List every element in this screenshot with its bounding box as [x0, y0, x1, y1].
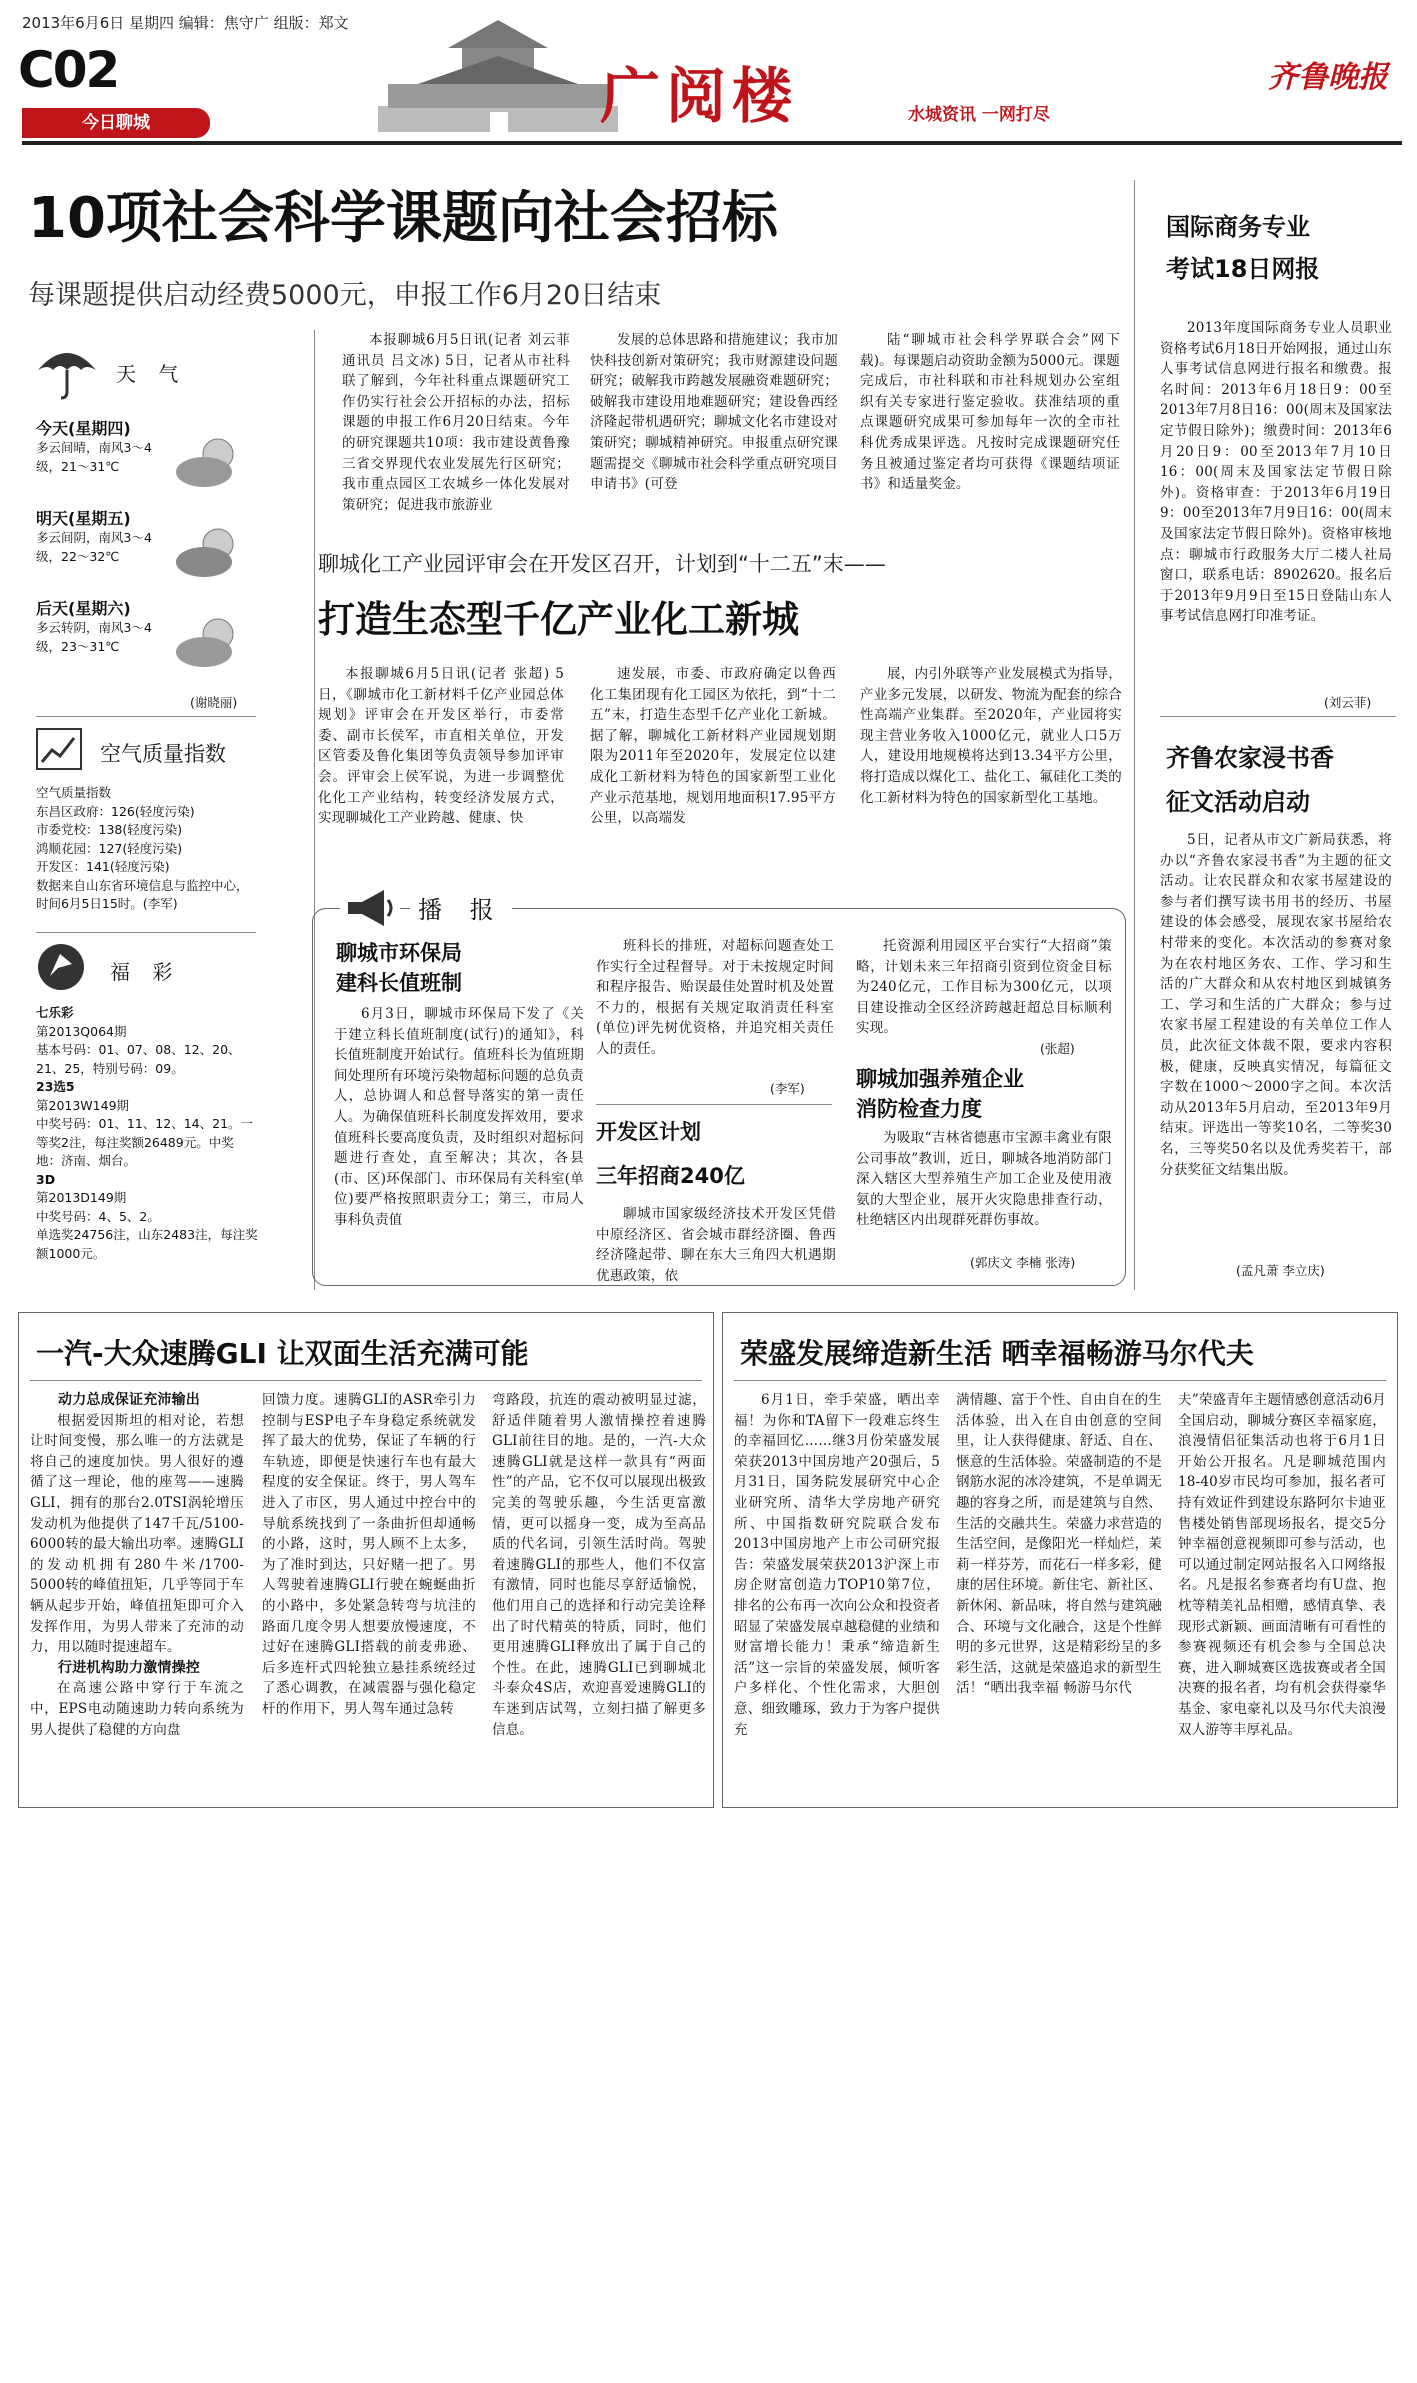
weather-credit: (谢晓丽) — [190, 695, 238, 710]
rule — [1160, 716, 1396, 717]
brief-2-credit: (张超) — [1040, 1041, 1075, 1056]
brief-3-body: 为吸取“吉林省德惠市宝源丰禽业有限公司事故”教训，近日，聊城各地消防部门深入辖区大型养殖生产加工企业及使用液氨的大型企业，展开火灾隐患排查行动，杜绝辖区内出现群死群伤事故。 — [856, 1130, 1112, 1229]
brand-logo: 齐鲁晚报 — [1268, 60, 1388, 95]
brief-2-continued: 托资源利用园区平台实行“大招商”策略，计划未来三年招商引资到位资金目标为240亿元，工作目标为300亿元，以项目建设推动全区经济跨越赶超总目标顺利实现。 — [856, 938, 1112, 1037]
lead-col-2: 发展的总体思路和措施建议；我市加快科技创新对策研究；我市财源建设问题研究；破解我市跨越发展融资难题研究；破解我市建设用地难题研究；建设鲁西经济隆起带机遇研究；聊城文化名市建设对策研究；聊城精神研究。申报重点研究课题需提交《聊城市社会科学重点研究项目申请书》(可登 — [590, 332, 838, 493]
chem-col-1: 本报聊城6月5日讯(记者 张超) 5日，《聊城市化工新材料千亿产业园总体规划》评审会在开发区举行，市委常委、副市长侯军，市直相关单位，开发区管委及鲁化集团等负责领导参加评审会。评审会上侯军说，为进一步调整优化化工产业结构，转变经济发展方式，实现聊城化工产业跨越、健康、快 — [318, 666, 564, 827]
partly-cloudy-icon — [170, 522, 250, 582]
weather-label: 天 气 — [116, 362, 187, 386]
date-line: 2013年6月6日 星期四 编辑：焦守广 组版：郑文 — [22, 14, 349, 32]
lead-title: 10项社会科学课题向社会招标 — [28, 186, 778, 251]
weather-day-name: 明天(星期五) — [36, 509, 131, 528]
weather-day-desc: 多云转阴，南风3～4级，23～31℃ — [36, 620, 152, 654]
weather-day-name: 今天(星期四) — [36, 419, 131, 438]
column-name: 广阅楼 — [600, 62, 798, 132]
megaphone-icon — [340, 884, 400, 932]
air-quality-icon — [36, 728, 82, 770]
lead-subtitle: 每课题提供启动经费5000元，申报工作6月20日结束 — [28, 280, 662, 311]
exam-body: 2013年度国际商务专业人员职业资格考试6月18日开始网报，通过山东人事考试信息网进行报名和缴费。报名时间：2013年6月18日9：00至2013年7月8日16：00(周末及国家法定节假日除外)；缴费时间：2013年6月20日9：00至2013年7月10日16：00(周末及国家法定节假日除外)。资格审查：于2013年6月19日9：00至2013年7月9日16：00(周末及国家法定节假日除外)。资格审核地点：聊城市行政服务大厅二楼人社局窗口，联系电话：8902620。报名后于2013年9月9日至15日登陆山东人事考试信息网打印准考证。 — [1160, 320, 1392, 625]
chem-col-2: 速发展，市委、市政府确定以鲁西化工集团现有化工园区为依托，到“十二五”末，打造生态型千亿产业化工新城。据了解，聊城化工新材料产业园规划期限为2011年至2020年，发展定位以建成化工新材料为特色的国家新型工业化产业示范基地，规划用地面积17.95平方公里，以高端发 — [590, 666, 836, 827]
ad-sagitar-col-2: 回馈力度。速腾GLI的ASR牵引力控制与ESP电子车身稳定系统就发挥了最大的优势，保证了车辆的行车轨迹，即便是快速行车也有最大程度的安全保证。终于，男人驾车进入了市区，男人通过中控台中的导航系统找到了一条曲折但却通畅的小路，这时，男人顾不上太多，为了准时到达，只好赌一把了。男人驾驶着速腾GLI行驶在蜿蜒曲折的小路中，多处紧急转弯与坑洼的路面几度令男人想要放慢速度，不过好在速腾GLI搭载的前麦弗逊、后多连杆式四轮独立悬挂系统经过了悉心调教，在减震器与强化稳定杆的作用下，男人驾车通过急转 — [262, 1392, 476, 1717]
brief-1-title: 聊城市环保局 建科长值班制 — [336, 941, 462, 995]
column-divider — [1134, 180, 1135, 1290]
chem-kicker: 聊城化工产业园评审会在开发区召开，计划到“十二五”末—— — [318, 552, 886, 576]
chem-col-3: 展，内引外联等产业发展模式为指导，产业多元发展，以研发、物流为配套的综合性高端产业集群。至2020年，产业园将实现主营业务收入1000亿元，就业人口5万人，建设用地规模将达到13.34平方公里，将打造成以煤化工、盐化工、氟硅化工类的化工新材料为特色的国家新型化工基地。 — [860, 666, 1122, 806]
essay-body: 5日，记者从市文广新局获悉，将办以“齐鲁农家浸书香”为主题的征文活动。让农民群众和农家书屋建设的参与者们撰写读书用书的经历、书屋建设的体会感受，展现农家书屋给农村带来的变化。本次活动的参赛对象为在农村地区务农、工作、学习和生活的广大群众和从农村地区到城镇务工、学习和生活的广大群众；参与过农家书屋工程建设的有关单位工作人员，此次征文体裁不限，要求内容积极，健康，反映真实情况，每篇征文字数在1000～2000字之间。本次活动从2013年5月启动，至2013年9月结束。评选出一等奖10名，二等奖30名，三等奖50名以及优秀奖若干，部分获奖征文结集出版。 — [1160, 832, 1392, 1178]
exam-title: 国际商务专业 考试18日网报 — [1166, 213, 1320, 283]
weather-day-desc: 多云间晴，南风3～4级，21～31℃ — [36, 440, 152, 474]
lead-col-1: 本报聊城6月5日讯(记者 刘云菲 通讯员 吕文冰) 5日，记者从市社科联了解到，今年社科重点课题研究工作仍实行社会公开招标的办法，招标课题的申报工作6月20日结束。今年的研究课题共10项：我市建设黄鲁豫三省交界现代农业发展先行区研究；我市重点园区工农城乡一体化发展对策研究；促进我市旅游业 — [342, 332, 570, 513]
air-quality-label: 空气质量指数 — [100, 742, 226, 766]
brief-2-title: 开发区计划 三年招商240亿 — [596, 1120, 745, 1188]
lottery-list: 七乐彩 第2013Q064期 基本号码：01、07、08、12、20、21、25，特别号码：09。 23选5 第2013W149期 中奖号码：01、11、12、14、21。一等奖2注，每注奖额26489元。中奖地：济南、烟台。 3D 第2013D149期 中奖号码：4、5、2。 单选奖24756注，山东2483注，每注奖额1000元。 — [36, 1005, 258, 1261]
welfare-lottery-icon — [36, 942, 86, 992]
section-tag: 今日聊城 — [22, 108, 210, 138]
essay-title: 齐鲁农家浸书香 征文活动启动 — [1166, 744, 1334, 816]
brief-1-continued: 班科长的排班，对超标问题查处工作实行全过程督导。对于未按规定时间和程序报告、贻误最佳处置时机及处置不力的，根据有关规定取消责任科室(单位)评先树优资格，并追究相关责任人的责任。 — [596, 938, 834, 1057]
rule — [596, 1104, 832, 1105]
chem-title: 打造生态型千亿产业化工新城 — [318, 598, 799, 641]
ad-rongsheng-col-1: 6月1日，牵手荣盛，晒出幸福！为你和TA留下一段难忘终生的幸福回忆……继3月份荣盛发展荣获2013中国房地产20强后，5月31日，国务院发展研究中心企业研究所、清华大学房地产研究所、中国指数研究院联合发布2013中国房地产上市公司研究报告：荣盛发展荣获2013沪深上市房企财富创造力TOP10第7位，排名的公布再一次向公众和投资者昭显了荣盛发展卓越稳健的业绩和财富增长能力！秉承“缔造新生活”这一宗旨的荣盛发展，倾听客户多样化、个性化需求，大胆创意、细致雕琢，致力于为客户提供充 — [734, 1392, 940, 1738]
brief-1-credit: (李军) — [770, 1081, 805, 1096]
ad-sagitar-col-3: 弯路段，抗连的震动被明显过滤，舒适伴随着男人激情操控着速腾GLI前往目的地。是的，一汽-大众速腾GLI就是这样一款具有“两面性”的产品，它不仅可以展现出极致完美的驾驶乐趣，今生活更富激情，更可以摇身一变，成为至高品质的代名词，引领生活时尚。驾驶着速腾GLI的那些人，他们不仅富有激情，同时也能尽享舒适愉悦，他们用自己的选择和行动完美诠释出了时代精英的特质，同时，他们更用速腾GLI释放出了属于自己的个性。在此，速腾GLI已到聊城北斗泰众4S店，欢迎喜爱速腾GLI的车迷到店试驾，立刻扫描了解更多信息。 — [492, 1392, 706, 1738]
brief-3-title: 聊城加强养殖企业 消防检查力度 — [856, 1067, 1024, 1121]
partly-cloudy-icon — [170, 612, 250, 672]
gate-tower-illustration — [378, 14, 618, 132]
broadcast-label: 播 报 — [410, 890, 512, 925]
rule — [734, 1380, 1386, 1381]
ad-rongsheng-col-3: 夫”荣盛青年主题情感创意活动6月全国启动，聊城分赛区幸福家庭，浪漫情侣征集活动也将于6月1日开始公开报名。凡是聊城范围内18-40岁市民均可参加，报名者可持有效证件到建设东路阿尔卡迪亚售楼处销售部现场报名，提交5分钟幸福创意视频即可参与活动，也可以通过制定网站报名入口网络报名。凡是报名参赛者均有U盘、抱枕等精美礼品相赠，感情真挚、表现形式新颖、画面清晰有可看性的参赛视频还有机会参与全国总决赛，进入聊城赛区选拔赛或者全国决赛的报名者，均有机会获得豪华基金、家电豪礼以及马尔代夫浪漫双人游等丰厚礼品。 — [1178, 1392, 1386, 1738]
ad-rongsheng-col-2: 满情趣、富于个性、自由自在的生活体验，出入在自由创意的空间里，让人获得健康、舒适、自在、惬意的生活体验。荣盛制造的不是钢筋水泥的冰冷建筑，不是单调无趣的容身之所，而是建筑与自然、生活的交融共生。荣盛力求营造的生活空间，是像阳光一样灿烂，茉莉一样芬芳，而花石一样多彩，健康的居住环境。新住宅、新社区、新休闲、新品味，将自然与建筑融合、环境与文化融合，这是个性鲜明的多元世界，这是精彩纷呈的多彩生活，这就是荣盛追求的新型生活！“晒出我幸福 畅游马尔代 — [956, 1392, 1162, 1697]
essay-credit: (孟凡萧 李立庆) — [1236, 1263, 1325, 1278]
brief-2-body: 聊城市国家级经济技术开发区凭借中原经济区、省会城市群经济圈、鲁西经济隆起带、聊在东大三角四大机遇期优惠政策，依 — [596, 1206, 836, 1284]
lead-col-3: 陆“聊城市社会科学界联合会”网下载)。每课题启动资助金额为5000元。课题完成后，市社科联和市社科规划办公室组织有关专家进行鉴定验收。获准结项的重点课题研究成果可参加每年一次的全市社科优秀成果评选。凡按时完成课题研究任务且被通过鉴定者均可获得《课题结项证书》和适量奖金。 — [860, 332, 1120, 493]
masthead-rule — [22, 141, 1402, 145]
partly-cloudy-icon — [170, 432, 250, 492]
rule — [36, 716, 256, 717]
lottery-label: 福 彩 — [110, 960, 181, 984]
weather-day-desc: 多云间阴，南风3～4级，22～32℃ — [36, 530, 152, 564]
rule — [36, 932, 256, 933]
brief-3-credit: (郭庆文 李楠 张涛) — [970, 1255, 1076, 1270]
air-quality-list: 空气质量指数 东昌区政府：126(轻度污染) 市委党校：138(轻度污染) 鸿顺花园：127(轻度污染) 开发区：141(轻度污染) 数据来自山东省环境信息与监控中心，时间6月5日15时。(李军) — [36, 785, 249, 911]
umbrella-icon — [36, 340, 98, 402]
slogan: 水城资讯 一网打尽 — [908, 105, 1050, 125]
ad-sagitar-col-1: 动力总成保证充沛输出 根据爱因斯坦的相对论，若想让时间变慢，那么唯一的方法就是将自己的速度加快。男人很好的遵循了这一理论，他的座驾——速腾GLI，拥有的那台2.0TSI涡轮增压发动机为他提供了147千瓦/5100-6000转的最大输出功率。速腾GLI的发动机拥有280牛米/1700-5000转的峰值扭矩，几乎等同于车辆从起步开始，峰值扭矩即可介入发挥作用，为男人带来了充沛的动力，用以随时提速超车。 行进机构助力激情操控 在高速公路中穿行于车流之中，EPS电动随速助力转向系统为男人提供了稳健的方向盘 — [30, 1392, 244, 1738]
page-number: C02 — [18, 41, 119, 99]
ad-rongsheng-title: 荣盛发展缔造新生活 晒幸福畅游马尔代夫 — [740, 1337, 1254, 1370]
weather-day-name: 后天(星期六) — [36, 599, 131, 618]
brief-1-body: 6月3日，聊城市环保局下发了《关于建立科长值班制度(试行)的通知》，科长值班制度开始试行。值班科长为值班期间处理所有环境污染物超标问题的总负责人，总协调人和总督导落实的第一责任人。为确保值班科长制度发挥效用，要求值班科长要高度负责，及时组织对超标问题进行查处，直至解决；其次，各县(市、区)环保部门、市环保局有关科室(单位)要严格按照职责分工；第三，市局人事科负责值 — [334, 1006, 584, 1228]
ad-sagitar-title: 一汽-大众速腾GLI 让双面生活充满可能 — [36, 1337, 529, 1370]
exam-credit: (刘云菲) — [1324, 695, 1372, 710]
rule — [30, 1380, 702, 1381]
